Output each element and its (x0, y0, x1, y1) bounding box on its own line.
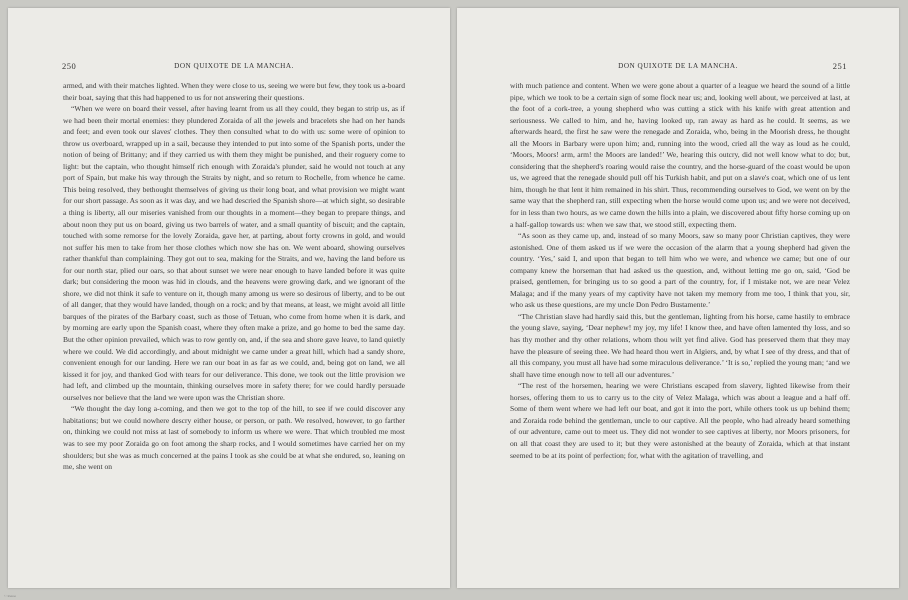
paragraph: with much patience and content. When we were gone about a quarter of a league we heard the sound of a little pipe, which we took to be a certain sign of some flock near us; and, looking well about, we perceived at last, at the foot of a cork-tree, a young shepherd who was cutting a stick with his knife with great attention and seriousness. We called to him, and he, having looked up, ran away as hard as he could. It seems, as we afterwards heard, the first he saw were the renegade and Zoraida, who, being in the Moorish dress, he thought all the Moors in Barbary were upon him; and, running into the wood, cried all the way as loud as he could, ‘Moors, Moors! arm, arm! the Moors are landed!’ We, hearing this outcry, did not well know what to do; but, considering that the shepherd's roaring would raise the country, and the horse-guard of the coast would be upon us, we agreed that the renegade should pull off his Turkish habit, and put on a slave's coat, which one of us lent him, though he that lent it him remained in his shirt. Thus, recommending ourselves to God, we went on by the same way that the shepherd ran, still expecting when the horse would come upon us; and we were not deceived, for in less than two hours, as we came down the hills into a plain, we discovered about fifty horse coming up on a half-gallop towards us: when we saw that, we stood still, expecting them. (510, 81, 850, 229)
footer-mark: © Reuse (4, 594, 17, 598)
right-page (457, 8, 899, 588)
paragraph: “We thought the day long a-coming, and then we got to the top of the hill, to see if we could discover any habitations; but we could nowhere descry either house, or person, or path. We resolved, however, to go farther on, thinking we could not miss at last of somebody to inform us where we were. That which troubled me most was to see my poor Zoraida go on foot among the sharp rocks, and I would sometimes have carried her on my shoulders; but she was as much concerned at the pains I took as she could be at what she endured, so, leaning on me, she went on (63, 404, 405, 472)
running-head (509, 62, 847, 74)
page-body (63, 80, 405, 473)
running-head (62, 62, 406, 74)
paragraph: “The Christian slave had hardly said this, but the gentleman, lighting from his horse, came hastily to embrace the young slave, saying, ‘Dear nephew! my joy, my life! I know thee, and have often lamented thy loss, and so has thy mother and thy other relations, whom thou wilt yet find alive. God has preserved them that they may have the pleasure of seeing thee. We had heard thou wert in Algiers, and, by what I see of thy dress, and that of all this company, you must all have had some miraculous deliverance.’ ‘It is so,’ replied the young man; ‘and we shall have time enough now to tell all our adventures.’ (510, 311, 850, 379)
paragraph: “When we were on board their vessel, after having learnt from us all they could, they began to strip us, as if we had been their mortal enemies: they plundered Zoraida of all the jewels and bracelets she had on her hands and feet; and even took our slaves' clothes. They then consulted what to do with us: some were of opinion to throw us overboard, wrapped up in a sail, because they intended to put into some of the Spanish ports, under the notion of being of Brittany; and if they carried us with them they might be punished, and their roguery come to light: but the captain, who thought himself rich enough with Zoraida's plunder, said he would not touch at any port of Spain, but make his way through the Straits by night, and so return to Rochelle, from whence he came. This being resolved, they bethought themselves of giving us their long boat, and what provision we might want for our short passage. As soon as it was day, and we had descried the Spanish shore—at which sight, so desirable a thing is liberty, all our miseries vanished from our thoughts in a moment—they began to prepare things, and about noon they put us on board, giving us two barrels of water, and a small quantity of biscuit; and the captain, touched with some remorse for the lovely Zoraida, gave her, at parting, about forty crowns in gold, and would not suffer his men to take from her those clothes which now she has on. We went aboard, showing ourselves rather thankful than complaining. They got out to sea, making for the Straits, and we, having the land before us for our north star, plied our oars, so that about sunset we were near enough to have landed before it was quite dark; but considering the moon was hid in clouds, and the heavens were growing dark, and we ignorant of the shore, we did not think it safe to venture on it, though many among us were so desirous of liberty, and to be out of all danger, that they would have landed, though on a rock; and by that means, at least, we might avoid all little barques of the pirates of the Barbary coast, such as those of Tetuan, who come from home when it is dark, and by morning are early upon the Spanish coast, where they often make a prize, and go home to bed the same day. But the other opinion prevailed, which was to row gently on, and, if the sea and shore gave leave, to land quietly where we could. We did accordingly, and about midnight we came under a great hill, which had a sandy shore, convenient enough for our landing. Here we ran our boat in as far as we could, and, being got on land, we all kissed it for joy, and thanked God with tears for our deliverance. This done, we took out the little provision we had left, and climbed up the mountain, thinking ourselves more in safety there; for we could hardly persuade ourselves nor believe that the land we were upon was the Christian shore. (63, 104, 405, 402)
paragraph: “The rest of the horsemen, hearing we were Christians escaped from slavery, lighted likewise from their horses, offering them to us to carry us to the city of Velez Malaga, which was about a league and a half off. Some of them went where we had left our boat, and got it into the port, while others took us up behind them; and Zoraida rode behind the gentleman, uncle to our captive. All the people, who had already heard something of our adventure, came out to meet us. They did not wonder to see captives at liberty, nor Moors prisoners, for on all that coast they are used to it; but they were astonished at the beauty of Zoraida, which at that instant seemed to be at its point of perfection; for, what with the agitation of travelling, and (510, 381, 850, 460)
page-number: 250 (62, 61, 77, 71)
page-number: 251 (832, 61, 847, 71)
paragraph: “As soon as they came up, and, instead of so many Moors, saw so many poor Christian captives, they were astonished. One of them asked us if we were the occasion of the alarm that a young shepherd had given the country. ‘Yes,’ said I, and upon that began to tell him who we were, and whence we came; but one of our company knew the horseman that had asked us the question, and, without letting me go on, said, ‘God be praised, gentlemen, for bringing us to so good a part of the country, for, if I mistake not, we are near Velez Malaga; and if the many years of my captivity have not taken my memory from me too, I think that you, sir, who ask us these questions, are my uncle Don Pedro Bustamente.’ (510, 231, 850, 310)
left-page (8, 8, 450, 588)
page-body (510, 80, 850, 461)
paragraph: armed, and with their matches lighted. When they were close to us, seeing we were but few, they took us a-board their boat, saying that this had happened to us for not answering their questions. (63, 81, 405, 102)
running-title: DON QUIXOTE DE LA MANCHA. (174, 62, 294, 70)
running-title: DON QUIXOTE DE LA MANCHA. (618, 62, 738, 70)
